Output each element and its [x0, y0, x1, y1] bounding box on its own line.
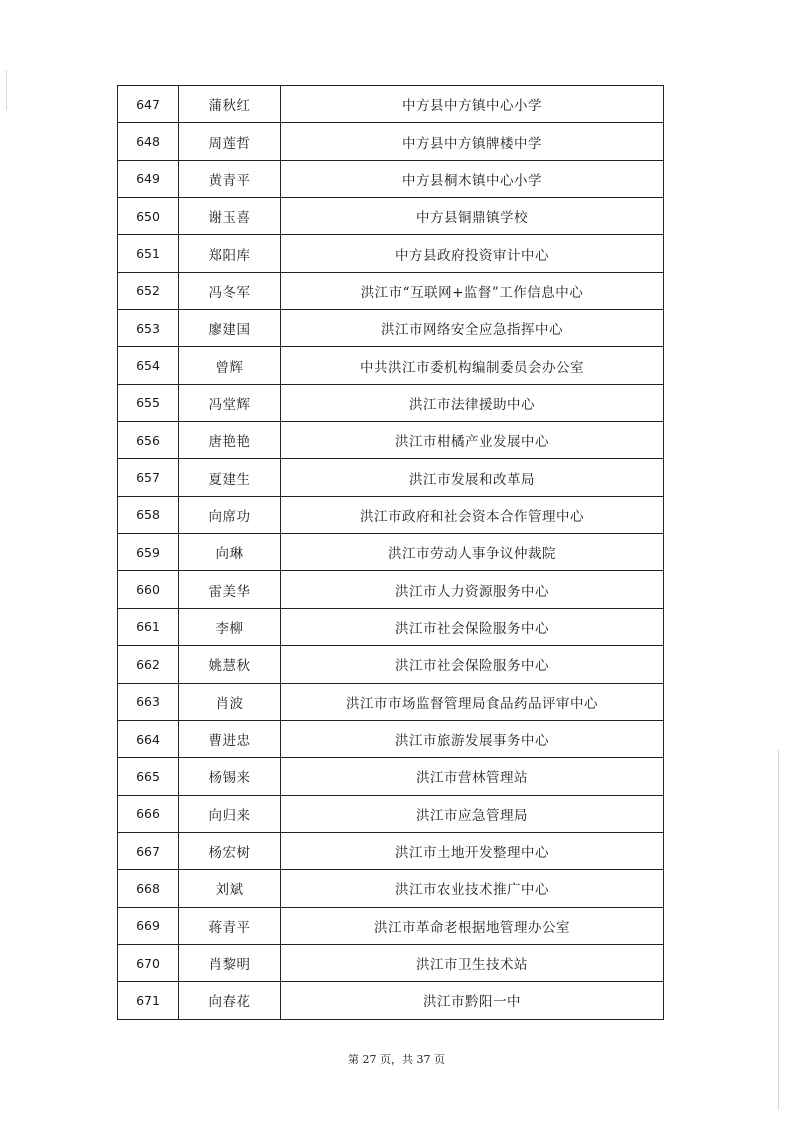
person-name: 刘斌 [179, 870, 281, 906]
table-row [118, 534, 664, 571]
work-unit: 洪江市社会保险服务中心 [281, 609, 664, 645]
row-number: 663 [118, 684, 179, 720]
person-name: 郑阳库 [179, 235, 281, 271]
table-row [118, 161, 664, 198]
row-number: 661 [118, 609, 179, 645]
table-row [118, 982, 664, 1019]
work-unit: 洪江市营林管理站 [281, 758, 664, 794]
table-row [118, 459, 664, 496]
person-name: 向归来 [179, 796, 281, 832]
row-number: 668 [118, 870, 179, 906]
person-name: 向席功 [179, 497, 281, 533]
table-row [118, 235, 664, 272]
person-name: 唐艳艳 [179, 422, 281, 458]
person-name: 夏建生 [179, 459, 281, 495]
row-number: 670 [118, 945, 179, 981]
table-row [118, 347, 664, 384]
table-row [118, 571, 664, 608]
row-number: 657 [118, 459, 179, 495]
person-name: 曹进忠 [179, 721, 281, 757]
table-row [118, 273, 664, 310]
row-number: 651 [118, 235, 179, 271]
work-unit: 中方县桐木镇中心小学 [281, 161, 664, 197]
row-number: 662 [118, 646, 179, 682]
work-unit: 洪江市黔阳一中 [281, 982, 664, 1018]
work-unit: 洪江市政府和社会资本合作管理中心 [281, 497, 664, 533]
table-row [118, 385, 664, 422]
row-number: 653 [118, 310, 179, 346]
row-number: 671 [118, 982, 179, 1018]
row-number: 655 [118, 385, 179, 421]
person-name: 蒋青平 [179, 908, 281, 944]
row-number: 658 [118, 497, 179, 533]
work-unit: 洪江市人力资源服务中心 [281, 571, 664, 607]
person-name: 向春花 [179, 982, 281, 1018]
work-unit: 洪江市卫生技术站 [281, 945, 664, 981]
table-row [118, 646, 664, 683]
person-name: 雷美华 [179, 571, 281, 607]
row-number: 669 [118, 908, 179, 944]
row-number: 649 [118, 161, 179, 197]
work-unit: 中方县中方镇牌楼中学 [281, 123, 664, 159]
work-unit: 洪江市应急管理局 [281, 796, 664, 832]
work-unit: 洪江市土地开发整理中心 [281, 833, 664, 869]
page-footer: 第 27 页，共 37 页 [348, 1053, 445, 1066]
work-unit: 洪江市法律援助中心 [281, 385, 664, 421]
table-row [118, 609, 664, 646]
work-unit: 洪江市网络安全应急指挥中心 [281, 310, 664, 346]
row-number: 667 [118, 833, 179, 869]
table-row [118, 684, 664, 721]
table-row [118, 310, 664, 347]
table-row [118, 833, 664, 870]
table-row [118, 945, 664, 982]
person-name: 肖波 [179, 684, 281, 720]
work-unit: 洪江市发展和改革局 [281, 459, 664, 495]
table-row [118, 870, 664, 907]
scan-edge-right [778, 750, 779, 1110]
table-row [118, 497, 664, 534]
row-number: 659 [118, 534, 179, 570]
person-name: 周莲哲 [179, 123, 281, 159]
work-unit: 洪江市社会保险服务中心 [281, 646, 664, 682]
scan-edge-left [6, 70, 7, 110]
person-name: 谢玉喜 [179, 198, 281, 234]
person-name: 曾辉 [179, 347, 281, 383]
row-number: 654 [118, 347, 179, 383]
person-name: 肖黎明 [179, 945, 281, 981]
row-number: 648 [118, 123, 179, 159]
row-number: 647 [118, 86, 179, 122]
row-number: 665 [118, 758, 179, 794]
work-unit: 洪江市革命老根据地管理办公室 [281, 908, 664, 944]
table-row [118, 422, 664, 459]
row-number: 664 [118, 721, 179, 757]
personnel-table [117, 85, 664, 1020]
row-number: 656 [118, 422, 179, 458]
table-row [118, 123, 664, 160]
table-row [118, 908, 664, 945]
table-row [118, 758, 664, 795]
work-unit: 洪江市劳动人事争议仲裁院 [281, 534, 664, 570]
table-row [118, 86, 664, 123]
row-number: 650 [118, 198, 179, 234]
person-name: 杨宏树 [179, 833, 281, 869]
work-unit: 中方县政府投资审计中心 [281, 235, 664, 271]
person-name: 冯冬军 [179, 273, 281, 309]
work-unit: 洪江市旅游发展事务中心 [281, 721, 664, 757]
person-name: 冯堂辉 [179, 385, 281, 421]
work-unit: 中共洪江市委机构编制委员会办公室 [281, 347, 664, 383]
person-name: 向琳 [179, 534, 281, 570]
person-name: 李柳 [179, 609, 281, 645]
work-unit: 洪江市柑橘产业发展中心 [281, 422, 664, 458]
person-name: 蒲秋红 [179, 86, 281, 122]
work-unit: 中方县中方镇中心小学 [281, 86, 664, 122]
work-unit: 洪江市市场监督管理局食品药品评审中心 [281, 684, 664, 720]
table-row [118, 198, 664, 235]
table-row [118, 721, 664, 758]
work-unit: 中方县铜鼎镇学校 [281, 198, 664, 234]
row-number: 652 [118, 273, 179, 309]
person-name: 姚慧秋 [179, 646, 281, 682]
row-number: 666 [118, 796, 179, 832]
person-name: 杨锡来 [179, 758, 281, 794]
work-unit: 洪江市农业技术推广中心 [281, 870, 664, 906]
person-name: 黄青平 [179, 161, 281, 197]
row-number: 660 [118, 571, 179, 607]
table-row [118, 796, 664, 833]
work-unit: 洪江市“互联网+监督”工作信息中心 [281, 273, 664, 309]
person-name: 廖建国 [179, 310, 281, 346]
